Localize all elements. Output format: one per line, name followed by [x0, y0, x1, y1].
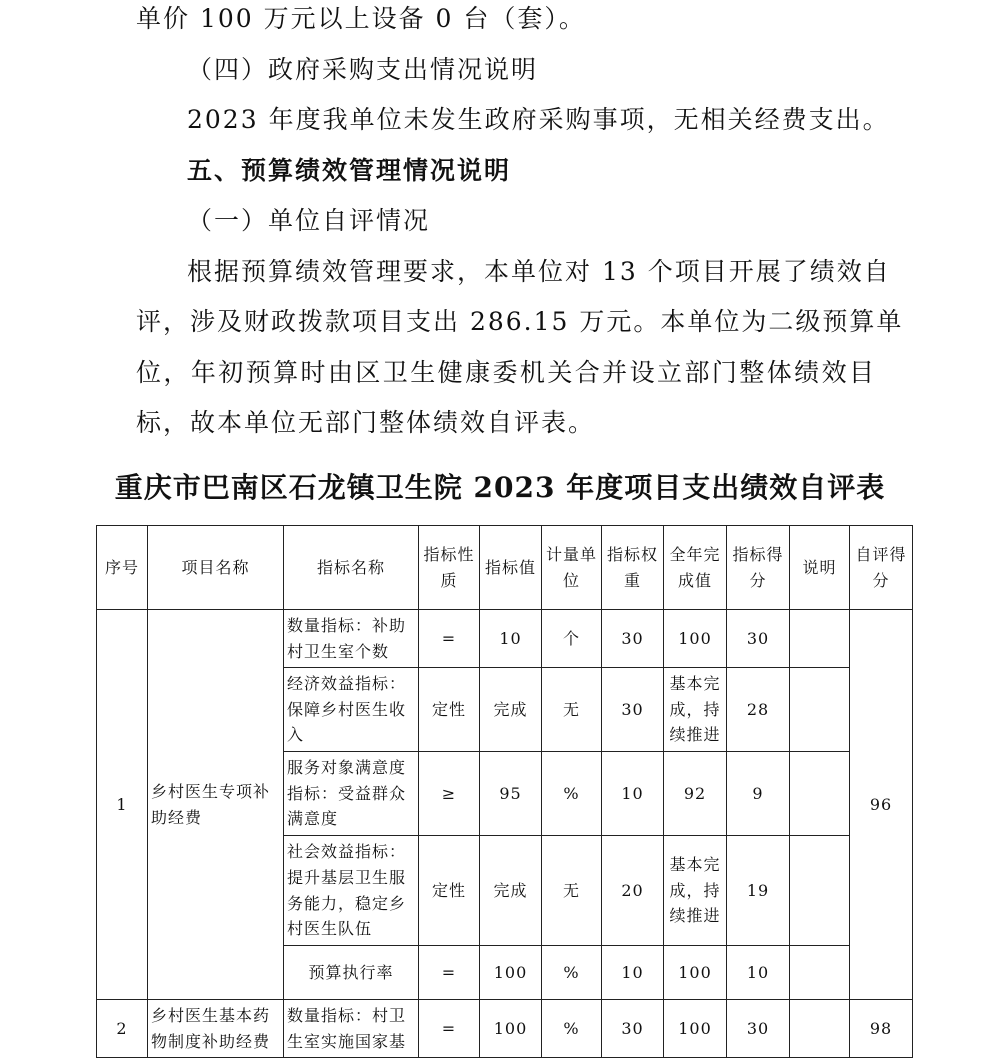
header-cell: 指标权重	[602, 526, 664, 610]
indicator-points: 30	[727, 1000, 790, 1058]
header-cell: 指标性质	[419, 526, 480, 610]
header-cell: 序号	[97, 526, 148, 610]
indicator-points: 19	[727, 836, 790, 946]
indicator-note	[790, 610, 850, 668]
paragraph-body-line: 根据预算绩效管理要求，本单位对 13 个项目开展了绩效自	[187, 257, 891, 286]
section-heading-performance: 五、预算绩效管理情况说明	[187, 156, 512, 185]
indicator-name: 经济效益指标：保障乡村医生收入	[284, 668, 419, 752]
indicator-name: 数量指标：补助村卫生室个数	[284, 610, 419, 668]
indicator-weight: 30	[602, 1000, 664, 1058]
indicator-nature: 定性	[419, 668, 480, 752]
indicator-note	[790, 668, 850, 752]
indicator-value: 100	[480, 1000, 542, 1058]
header-cell: 指标得分	[727, 526, 790, 610]
project-name: 乡村医生专项补助经费	[148, 610, 284, 1000]
indicator-value: 完成	[480, 836, 542, 946]
indicator-unit: %	[542, 946, 602, 1000]
indicator-unit: 个	[542, 610, 602, 668]
header-cell: 指标名称	[284, 526, 419, 610]
header-cell: 自评得分	[850, 526, 913, 610]
indicator-actual: 100	[664, 1000, 727, 1058]
indicator-value: 95	[480, 752, 542, 836]
project-score: 96	[850, 610, 913, 1000]
indicator-weight: 20	[602, 836, 664, 946]
indicator-name: 服务对象满意度指标：受益群众满意度	[284, 752, 419, 836]
project-number: 2	[97, 1000, 148, 1058]
table-row	[97, 610, 913, 668]
indicator-actual: 基本完成，持续推进	[664, 836, 727, 946]
indicator-points: 30	[727, 610, 790, 668]
paragraph-equipment: 单价 100 万元以上设备 0 台（套）。	[136, 4, 586, 33]
indicator-note	[790, 752, 850, 836]
indicator-points: 9	[727, 752, 790, 836]
indicator-actual: 100	[664, 946, 727, 1000]
paragraph-body-line: 评，涉及财政拨款项目支出 286.15 万元。本单位为二级预算单	[136, 307, 904, 336]
paragraph-body-line: 位，年初预算时由区卫生健康委机关合并设立部门整体绩效目	[136, 358, 876, 387]
indicator-weight: 10	[602, 946, 664, 1000]
indicator-nature: =	[419, 946, 480, 1000]
performance-table	[96, 525, 913, 1058]
paragraph-procurement: 2023 年度我单位未发生政府采购事项，无相关经费支出。	[187, 105, 890, 134]
indicator-weight: 10	[602, 752, 664, 836]
indicator-weight: 30	[602, 668, 664, 752]
project-name: 乡村医生基本药物制度补助经费	[148, 1000, 284, 1058]
indicator-nature: 定性	[419, 836, 480, 946]
indicator-unit: %	[542, 1000, 602, 1058]
table-title: 重庆市巴南区石龙镇卫生院 2023 年度项目支出绩效自评表	[114, 471, 886, 504]
indicator-actual: 基本完成，持续推进	[664, 668, 727, 752]
indicator-value: 完成	[480, 668, 542, 752]
table-header-row	[97, 526, 913, 610]
indicator-note	[790, 946, 850, 1000]
indicator-points: 28	[727, 668, 790, 752]
project-number: 1	[97, 610, 148, 1000]
project-score: 98	[850, 1000, 913, 1058]
indicator-unit: 无	[542, 836, 602, 946]
header-cell: 指标值	[480, 526, 542, 610]
indicator-name: 数量指标：村卫生室实施国家基	[284, 1000, 419, 1058]
indicator-actual: 100	[664, 610, 727, 668]
indicator-name: 社会效益指标：提升基层卫生服务能力，稳定乡村医生队伍	[284, 836, 419, 946]
indicator-unit: %	[542, 752, 602, 836]
indicator-actual: 92	[664, 752, 727, 836]
indicator-points: 10	[727, 946, 790, 1000]
indicator-name: 预算执行率	[284, 946, 419, 1000]
header-cell: 说明	[790, 526, 850, 610]
paragraph-body-line: 标，故本单位无部门整体绩效自评表。	[136, 408, 596, 437]
indicator-weight: 30	[602, 610, 664, 668]
table-row	[97, 1000, 913, 1058]
header-cell: 计量单位	[542, 526, 602, 610]
section-heading-selfeval: （一）单位自评情况	[187, 206, 431, 235]
indicator-nature: ≥	[419, 752, 480, 836]
section-heading-procurement: （四）政府采购支出情况说明	[187, 55, 539, 84]
header-cell: 项目名称	[148, 526, 284, 610]
indicator-unit: 无	[542, 668, 602, 752]
indicator-value: 10	[480, 610, 542, 668]
header-cell: 全年完成值	[664, 526, 727, 610]
indicator-nature: =	[419, 1000, 480, 1058]
indicator-note	[790, 836, 850, 946]
indicator-nature: =	[419, 610, 480, 668]
indicator-value: 100	[480, 946, 542, 1000]
indicator-note	[790, 1000, 850, 1058]
